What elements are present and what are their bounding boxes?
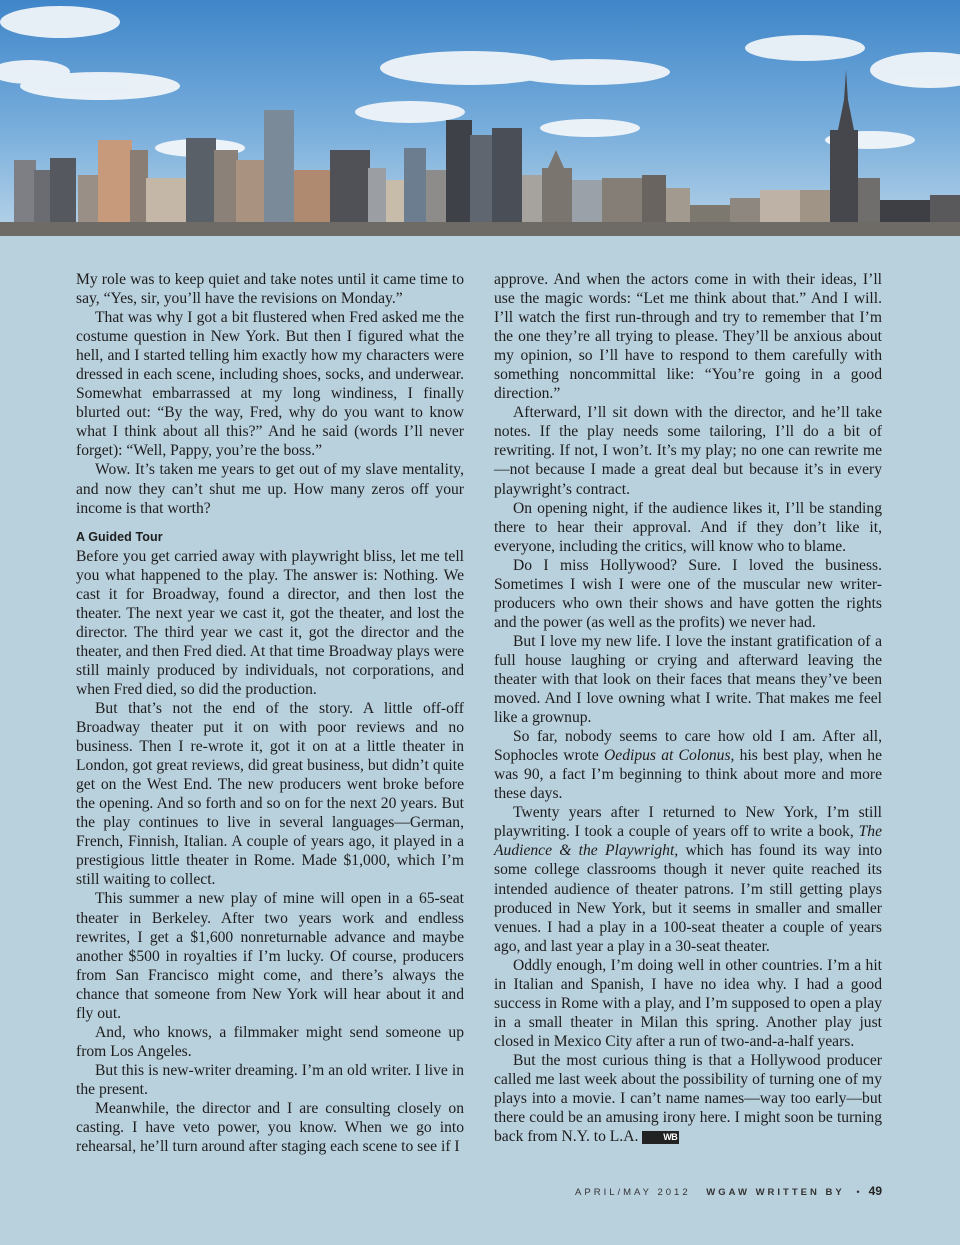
building-shape: [880, 200, 930, 222]
building-shape: [858, 178, 880, 222]
building-shape: [264, 110, 294, 222]
left-column: [76, 270, 464, 1156]
paragraph: But I love my new life. I love the instant gratification of a full house laughing or crying and afterward leaving the theater with that look on their faces that means they’ve been moved. And I love owning what I write. That makes me feel like a grownup.: [494, 632, 882, 727]
paragraph: Do I miss Hollywood? Sure. I loved the business. Sometimes I wish I were one of the muscular new writer-producers who own their shows and have gotten the rights and the power (as well as the profits) we never had.: [494, 556, 882, 631]
paragraph: Before you get carried away with playwright bliss, let me tell you what happened to the play. The answer is: Nothing. We cast it for Broadway, found a director, and then lost the theater. The next year we cast it, got the theater, and lost the director. The third year we cast it, got the director and the theater, and then Fred died. At that time Broadway plays were still mainly produced by individuals, not corporations, and when Fred died, so did the production.: [76, 547, 464, 698]
building-shape: [730, 198, 760, 222]
building-shape: [330, 150, 370, 222]
building-shape: [446, 120, 472, 222]
building-shape: [470, 135, 492, 222]
building-shape: [50, 158, 76, 222]
text-run: But the most curious thing is that a Hollywood producer called me last week about the possibility of turning one of my plays into a movie. I can’t name names—way too early—but there could be an amusing irony here. I might soon be turning back from N.Y. to L.A.: [494, 1051, 882, 1146]
building-shape: [98, 140, 132, 222]
building-shape: [492, 128, 522, 222]
building-shape: [14, 160, 36, 222]
building-shape: [294, 170, 330, 222]
building-shape: [572, 180, 602, 222]
building-shape: [236, 160, 266, 222]
play-title: Oedipus at Colonus,: [604, 747, 735, 765]
building-shape: [426, 170, 446, 222]
paragraph: Wow. It’s taken me years to get out of my slave mentality, and now they can’t shut me up. How many zeros off your income is that worth?: [76, 461, 464, 517]
building-shape: [130, 150, 148, 222]
building-shape: [78, 175, 100, 222]
paragraph: That was why I got a bit flustered when Fred asked me the costume question in New York. But then I figured what the hell, and I started telling him exactly how my characters were dressed in each scene, including shoes, socks, and underwear. Somewhat embarrassed at my long windiness, I finally blurted out: “By the way, Fred, why do you want to know what I think about all this?” And he said (words I’ll never forget): “Well, Pappy, you’re the boss.”: [76, 309, 464, 460]
text-run: his best play, when he was 90, a fact I’m beginning to think about more and more these days.: [494, 747, 883, 803]
magazine-name: WGAW WRITTEN BY: [706, 1187, 845, 1198]
paragraph: [494, 727, 882, 803]
text-run: So far, nobody seems to care how old I am. After all, Sophocles wrote: [494, 728, 882, 765]
paragraph: Oddly enough, I’m doing well in other countries. I’m a hit in Italian and Spanish, I have no idea why. I had a good success in Rome with a play, and I’m supposed to open a play in a small theater in Milan this spring. Another play just closed in Mexico City after a run of two-and-a-half years.: [494, 956, 882, 1050]
text-run: which has found its way into some college classrooms though it never quite reached its intended audience of theater patrons. I’m still getting plays produced in New York, but it seems in smaller and smaller venues. I had a play in a 100-seat theater a couple of years ago, and last year a play in a 30-seat theater.: [494, 842, 883, 955]
building-shape: [642, 175, 666, 222]
skyline-photo: [0, 0, 960, 236]
paragraph: Afterward, I’ll sit down with the director, and he’ll take notes. If the play needs some tailoring, I’ll do a bit of rewriting. If not, I won’t. It’s my play; no one can rewrite me—not because I made a great deal but because it’s in every playwright’s contract.: [494, 404, 882, 498]
paragraph: [494, 1051, 882, 1146]
building-shape: [186, 138, 216, 222]
paragraph: This summer a new play of mine will open in a 65-seat theater in Berkeley. After two years work and endless rewrites, I get a $1,600 nonreturnable advance and maybe another $500 in royalties if I’m lucky. Of course, producers from San Francisco might come, and there’s always the chance that someone from New York will hear about it and fly out.: [76, 890, 464, 1022]
building-shape: [602, 178, 642, 222]
paragraph: Meanwhile, the director and I are consulting closely on casting. I have veto power, you know. When we go into rehearsal, he’ll turn around after staging each scene to see if I: [76, 1099, 464, 1156]
building-shape: [666, 188, 690, 222]
paragraph: But this is new-writer dreaming. I’m an old writer. I live in the present.: [76, 1061, 464, 1098]
building-shape: [146, 178, 186, 222]
paragraph: approve. And when the actors come in with their ideas, I’ll use the magic words: “Let me think about that.” And I will. I’ll watch the first run-through and try to remember that I’m the one they’re all trying to please. They’ll be anxious about my opinion, so I’ll have to respond to them carefully with something noncommittal like: “You’re going in a good direction.”: [494, 271, 882, 403]
paragraph: My role was to keep quiet and take notes until it came time to say, “Yes, sir, you’ll have the revisions on Monday.”: [76, 271, 464, 308]
issue-date: APRIL/MAY 2012: [575, 1187, 691, 1198]
paragraph: On opening night, if the audience likes it, I’ll be standing there to hear their approval. And if they don’t like it, everyone, including the critics, will know who to blame.: [494, 499, 882, 555]
building-shape: [404, 148, 426, 222]
building-shape: [214, 150, 238, 222]
page-footer: [575, 1184, 882, 1198]
building-shape: [830, 130, 858, 222]
building-shape: [760, 190, 800, 222]
right-column: [494, 270, 882, 1146]
building-shape: [522, 175, 542, 222]
building-shape: [930, 195, 960, 222]
section-heading: A Guided Tour: [76, 529, 163, 544]
text-run: Twenty years after I returned to New York, I’m still playwriting. I took a couple of years off to write a book,: [494, 804, 882, 841]
building-shape: [690, 205, 730, 222]
paragraph: But that’s not the end of the story. A little off-off Broadway theater put it on with poor reviews and no business. Then I re-wrote it, got it on at a little theater in London, got great reviews, did great business, but didn’t quite get on the West End. The new producers went broke before the opening. And so forth and so on for the next 20 years. But the play continues to live in several languages—German, French, Finnish, Italian. A couple of years ago, it played in a prestigious little theater in Rome. Made $1,000, which I’m still waiting to collect.: [76, 699, 464, 889]
paragraph: [494, 803, 882, 955]
separator-dot: •: [856, 1187, 863, 1198]
building-shape: [800, 190, 830, 222]
paragraph: And, who knows, a filmmaker might send someone up from Los Angeles.: [76, 1023, 464, 1060]
page-number: 49: [868, 1184, 882, 1198]
book-title: The Audience & the Playwright,: [494, 823, 882, 860]
building-shape: [368, 168, 386, 222]
skyline-icon: [0, 0, 960, 236]
end-mark-icon: WB: [642, 1131, 679, 1144]
building-shape: [542, 168, 572, 222]
